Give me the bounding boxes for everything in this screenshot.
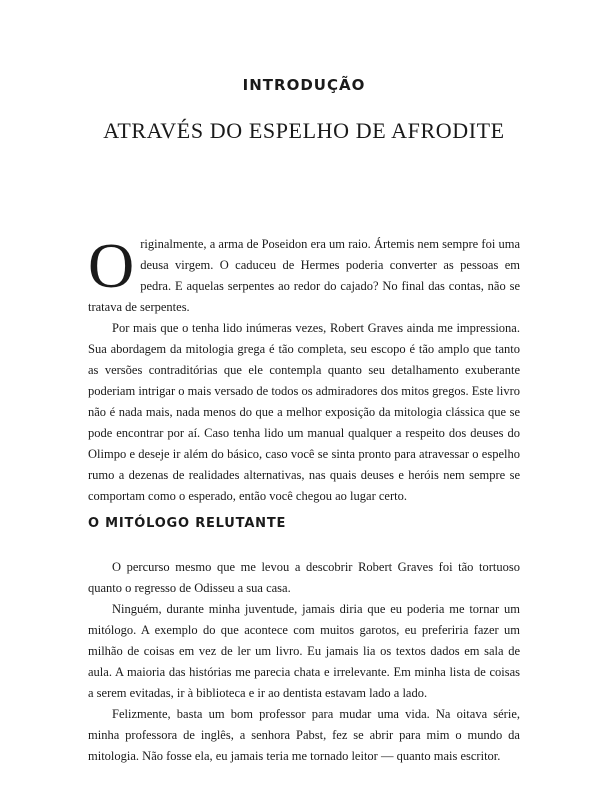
intro-paragraph-1-text: riginalmente, a arma de Poseidon era um raio. Ártemis nem sempre foi uma deusa virgem. O caduceu de Hermes poderia converter as pessoas em pedra. E aquelas serpentes ao redor do cajado? No final das contas, não se tratava de serpentes. (88, 237, 520, 314)
intro-paragraph-2: Por mais que o tenha lido inúmeras vezes, Robert Graves ainda me impressiona. Sua abordagem da mitologia grega é tão completa, seu escopo é tão amplo que tanto as versões contraditórias que ele contempla quanto seu detalhamento exuberante poderiam intrigar o mais versado de todos os admiradores dos mitos gregos. Este livro não é nada mais, nada menos do que a melhor exposição da mitologia clássica que se pode encontrar por aí. Caso tenha lido um manual qualquer a respeito dos deuses do Olimpo e deseje ir além do básico, caso você se sinta pronto para atravessar o espelho rumo a dezenas de realidades alternativas, nas quais deuses e heróis nem sempre se comportam como o esperado, então você chegou ao lugar certo. (88, 321, 520, 503)
section-text (88, 557, 520, 767)
intro-paragraph-1 (88, 230, 520, 318)
intro-text (88, 230, 520, 507)
section-paragraph-1: O percurso mesmo que me levou a descobrir Robert Graves foi tão tortuoso quanto o regresso de Odisseu a sua casa. (88, 560, 520, 595)
chapter-label: INTRODUÇÃO (242, 76, 366, 94)
drop-cap: O (88, 230, 135, 301)
section-heading: O MITÓLOGO RELUTANTE (88, 516, 287, 531)
chapter-title: ATRAVÉS DO ESPELHO DE AFRODITE (103, 118, 505, 143)
section-paragraph-2: Ninguém, durante minha juventude, jamais diria que eu poderia me tornar um mitólogo. A exemplo do que acontece com muitos garotos, eu preferiria fazer um milhão de coisas em vez de ler um livro. Eu jamais lia os textos dados em sala de aula. A maioria das histórias me parecia chata e irrelevante. Em minha lista de coisas a serem evitadas, ir à biblioteca e ir ao dentista estavam lado a lado. (88, 602, 520, 700)
section-paragraph-3: Felizmente, basta um bom professor para mudar uma vida. Na oitava série, minha professora de inglês, a senhora Pabst, fez se abrir para mim o mundo da mitologia. Não fosse ela, eu jamais teria me tornado leitor — quanto mais escritor. (88, 707, 520, 763)
